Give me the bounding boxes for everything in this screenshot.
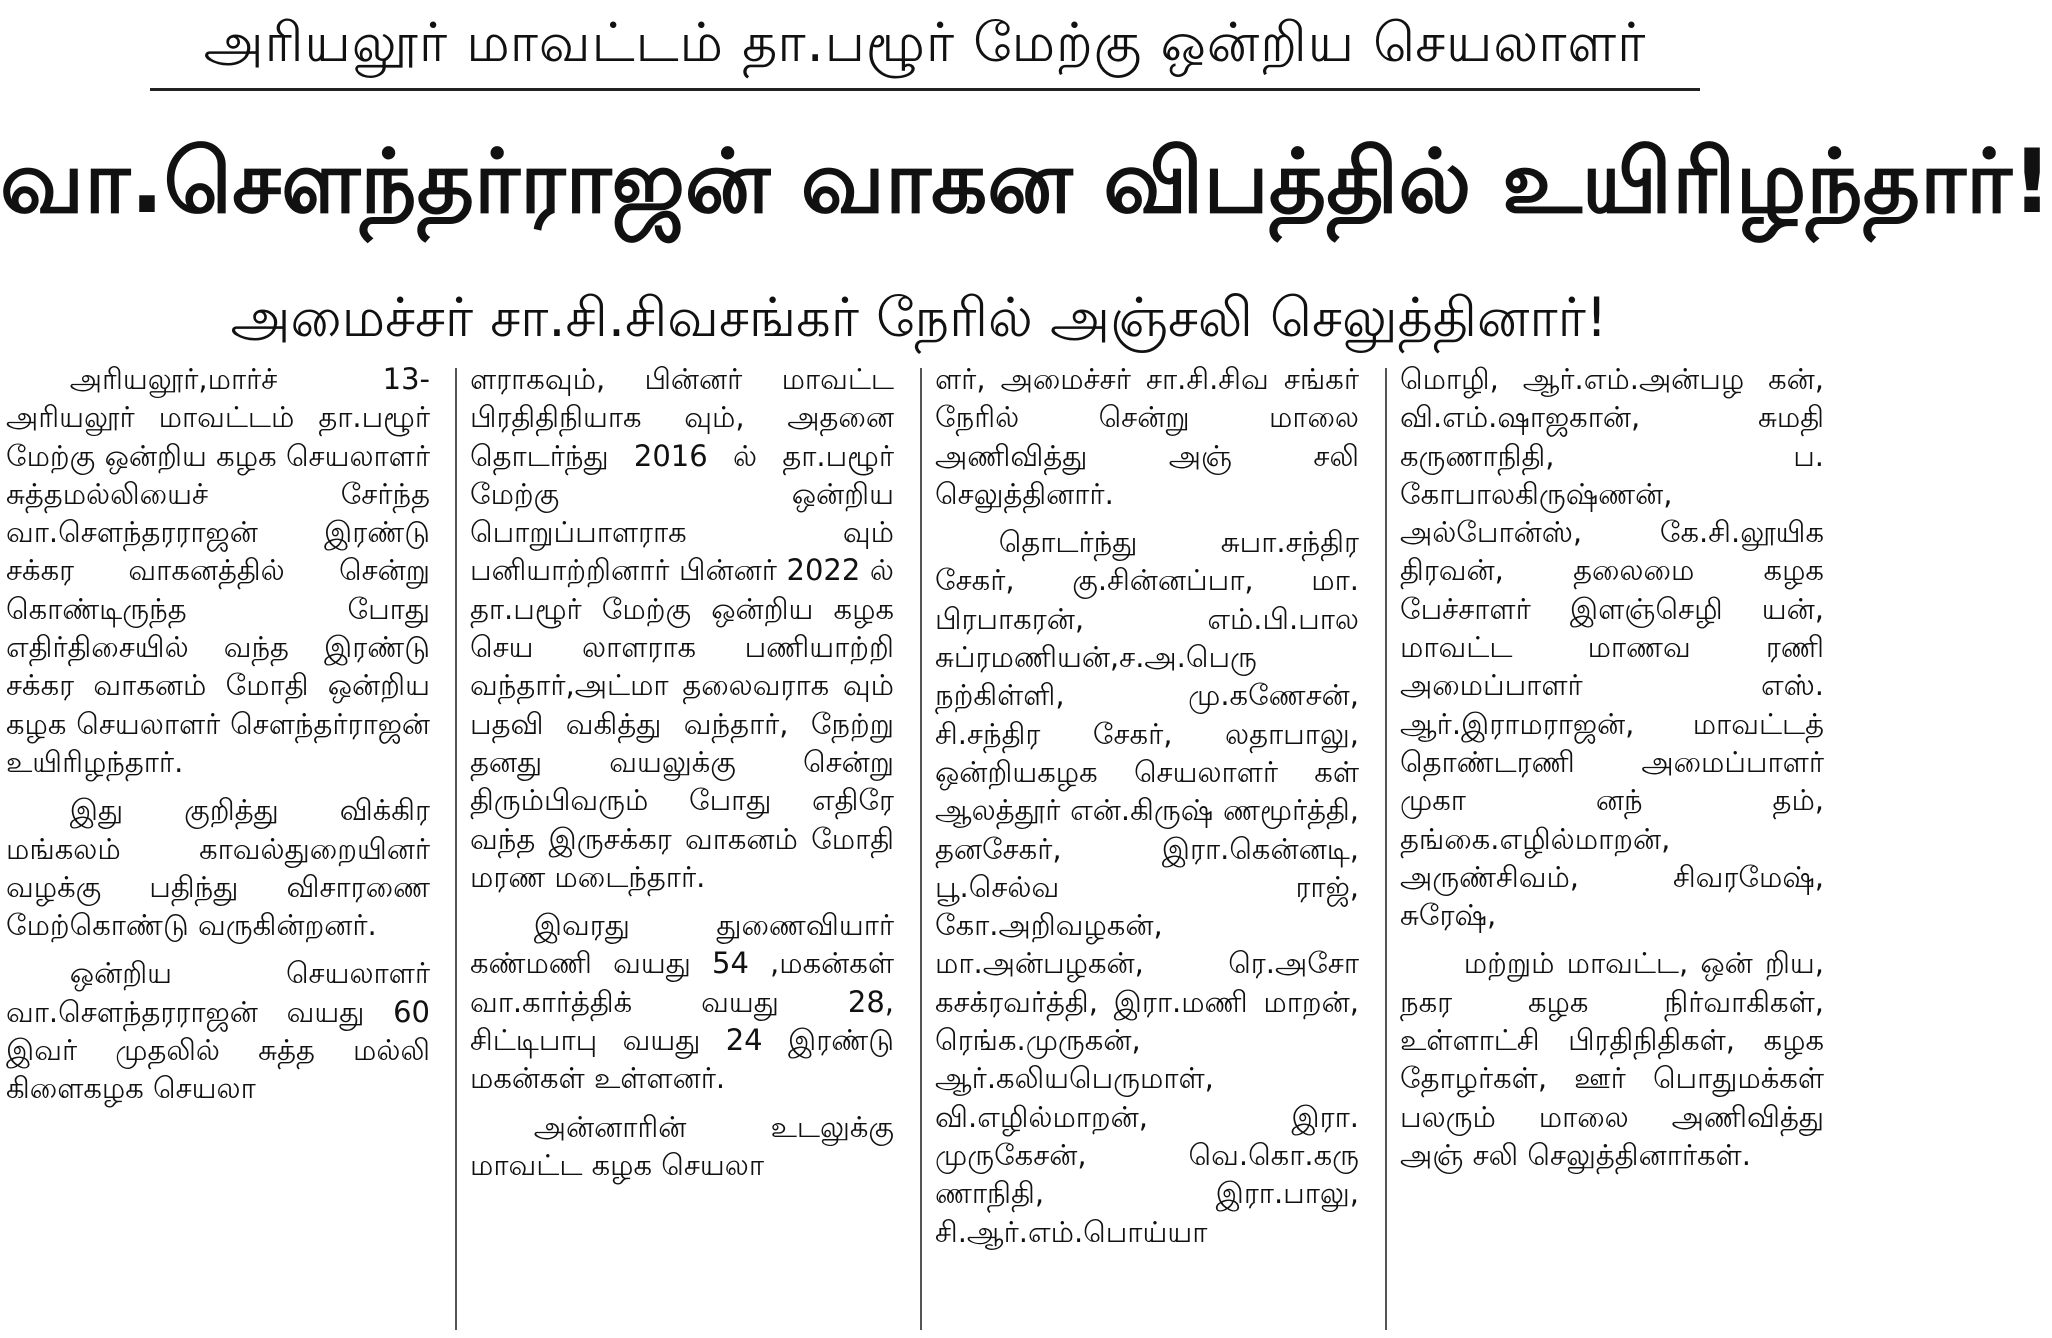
article-paragraph: தொடர்ந்து சுபா.சந்திர சேகர், கு.சின்னப்பா, மா. பிரபாகரன், எம்.பி.பால சுப்ரமணியன்,ச.அ.பெரு நற்கிள்ளி, மு.கணேசன், சி.சந்திர சேகர், லதாபாலு, ஒன்றியகழக செயலாளர் கள் ஆலத்தூர் என்.கிருஷ் ணமூர்த்தி, தனசேகர், இரா.கென்னடி, பூ.செல்வ ராஜ், கோ.அறிவழகன், மா.அன்பழகன், ரெ.அசோ கசக்ரவர்த்தி, இரா.மணி மாறன், ரெங்க.முருகன், ஆர்.கலியபெருமாள், வி.எழில்மாறன், இரா. முருகேசன், வெ.கொ.கரு ணாநிதி, இரா.பாலு, சி.ஆர்.எம்.பொய்யா [935, 525, 1359, 1249]
article-column-2 [470, 360, 894, 1338]
article-column-4 [1400, 360, 1824, 1338]
sub-headline: அமைச்சர் சா.சி.சிவசங்கர் நேரில் அஞ்சலி செலுத்தினார்! [230, 286, 1608, 349]
kicker-headline: அரியலூர் மாவட்டம் தா.பழூர் மேற்கு ஒன்றிய செயலாளர் [203, 11, 1647, 74]
article-paragraph: இவரது துணைவியார் கண்மணி வயது 54 ,மகன்கள் வா.கார்த்திக் வயது 28, சிட்டிபாபு வயது 24 இரண்டு மகன்கள் உள்ளனர். [470, 908, 894, 1096]
article-paragraph: ளராகவும், பின்னர் மாவட்ட பிரதிதிநியாக வும், அதனை தொடர்ந்து 2016 ல் தா.பழூர் மேற்கு ஒன்றிய பொறுப்பாளராக வும் பனியாற்றினார் பின்னர் 2022 ல் தா.பழூர் மேற்கு ஒன்றிய கழக செய லாளராக பணியாற்றி வந்தார்,அட்மா தலைவராக வும் பதவி வகித்து வந்தார், நேற்று தனது வயலுக்கு சென்று திரும்பிவரும் போது எதிரே வந்த இருசக்கர வாகனம் மோதி மரண மடைந்தார். [470, 362, 894, 894]
headline-rule [150, 88, 1700, 91]
main-headline: வா.சௌந்தர்ராஜன் வாகன விபத்தில் உயிரிழந்தார்! [0, 130, 2052, 233]
article-paragraph: ளர், அமைச்சர் சா.சி.சிவ சங்கர் நேரில் சென்று மாலை அணிவித்து அஞ் சலி செலுத்தினார். [935, 362, 1359, 511]
article-column-1 [6, 360, 430, 1338]
article-paragraph: ஒன்றிய செயலாளர் வா.சௌந்தரராஜன் வயது 60 இவர் முதலில் சுத்த மல்லி கிளைகழக செயலா [6, 956, 430, 1106]
article-paragraph: அரியலூர்,மார்ச் 13- அரியலூர் மாவட்டம் தா.பழூர் மேற்கு ஒன்றிய கழக செயலாளர் சுத்தமல்லியைச் சேர்ந்த வா.சௌந்தரராஜன் இரண்டு சக்கர வாகனத்தில் சென்று கொண்டிருந்த போது எதிர்திசையில் வந்த இரண்டு சக்கர வாகனம் மோதி ஒன்றிய கழக செயலாளர் சௌந்தர்ராஜன் உயிரிழந்தார். [6, 362, 430, 779]
article-paragraph: மற்றும் மாவட்ட, ஒன் றிய, நகர கழக நிர்வாகிகள், உள்ளாட்சி பிரதிநிதிகள், கழக தோழர்கள், ஊர் பொதுமக்கள் பலரும் மாலை அணிவித்து அஞ் சலி செலுத்தினார்கள். [1400, 946, 1824, 1172]
article-body [0, 360, 1838, 1338]
article-column-3 [935, 360, 1359, 1338]
article-paragraph: இது குறித்து விக்கிர மங்கலம் காவல்துறையினர் வழக்கு பதிந்து விசாரணை மேற்கொண்டு வருகின்றனர். [6, 793, 430, 943]
article-paragraph: மொழி, ஆர்.எம்.அன்பழ கன், வி.எம்.ஷாஜகான், சுமதி கருணாநிதி, ப. கோபாலகிருஷ்ணன், அல்போன்ஸ், கே.சி.லூயிக திரவன், தலைமை கழக பேச்சாளர் இளஞ்செழி யன், மாவட்ட மாணவ ரணி அமைப்பாளர் எஸ். ஆர்.இராமராஜன், மாவட்டத் தொண்டரணி அமைப்பாளர் முகா னந் தம், தங்கை.எழில்மாறன், அருண்சிவம், சிவரமேஷ், சுரேஷ், [1400, 362, 1824, 933]
article-paragraph: அன்னாரின் உடலுக்கு மாவட்ட கழக செயலா [470, 1109, 894, 1182]
